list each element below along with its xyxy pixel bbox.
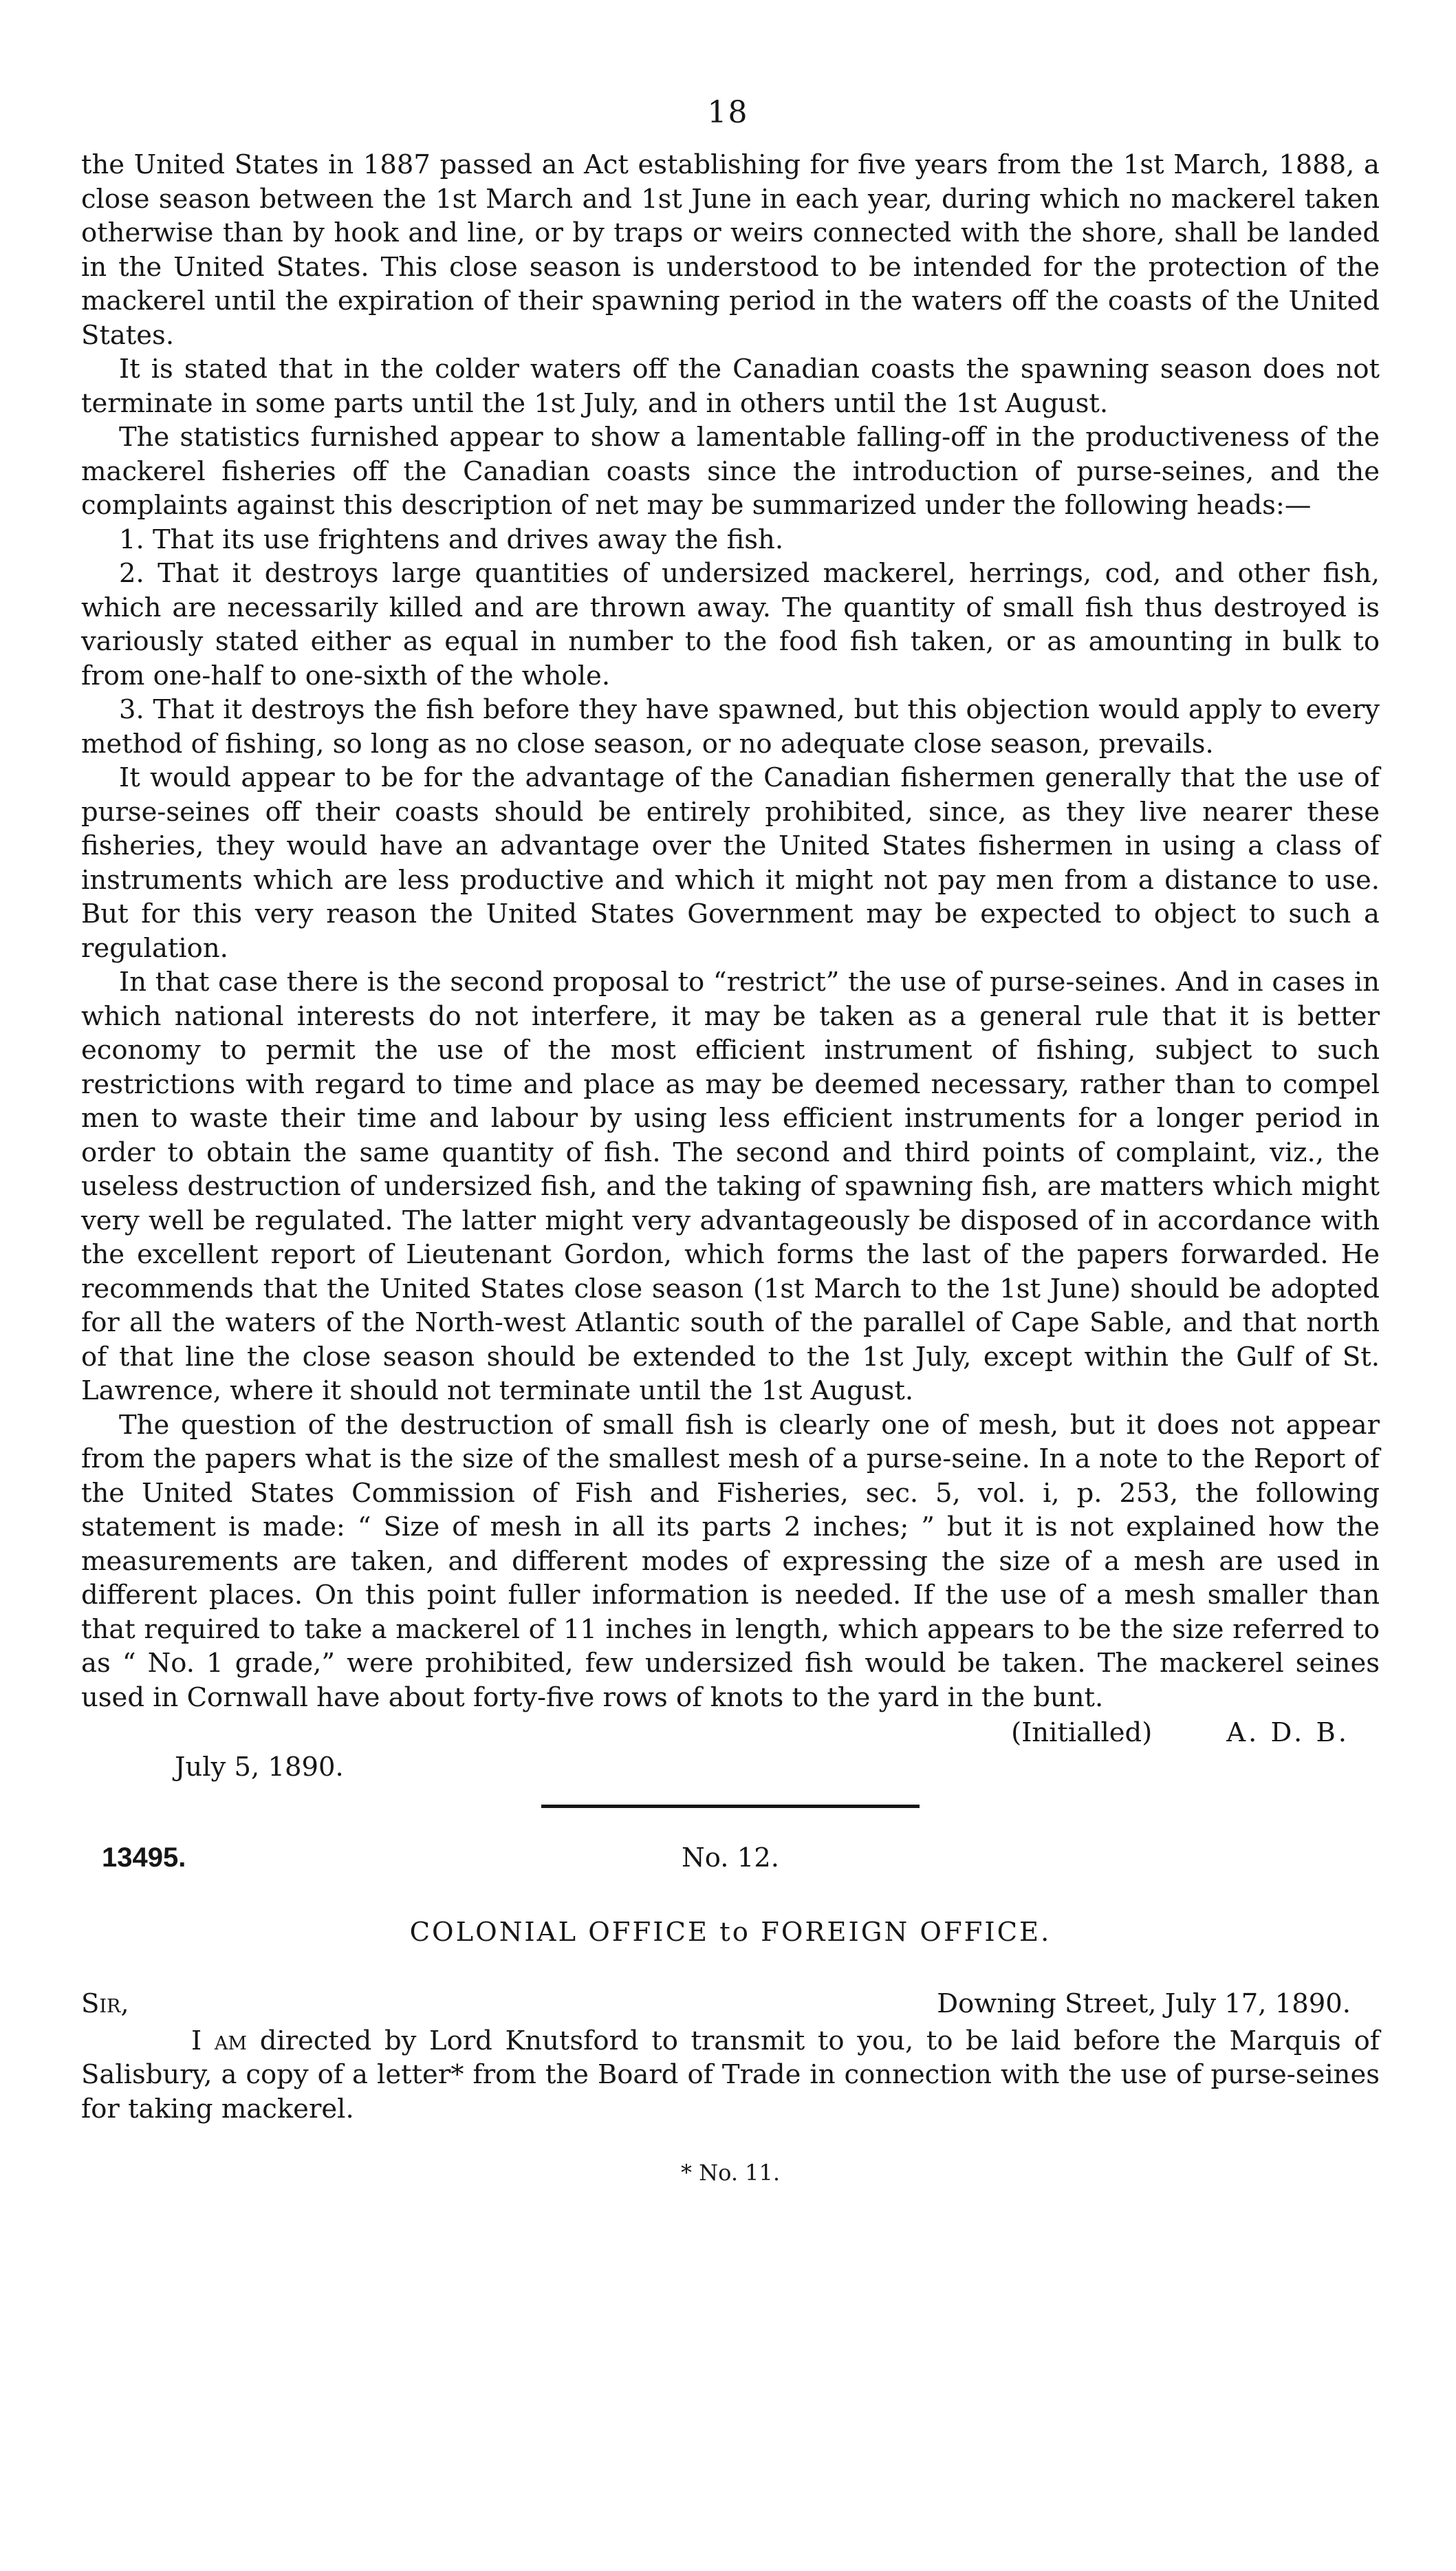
paragraph-close-season-act: the United States in 1887 passed an Act establishing for five years from the 1st March, 1888, a close season between the 1st March and 1st June in each year, during which no mackerel taken otherwise than by hook and line, or by traps or weirs connected with the shore, shall be landed in the United States. This close season is understood to be intended for the protection of the mackerel until the expiration of their spawning period in the waters off the coasts of the United States. [81,149,1380,351]
paragraph-spawning-season: It is stated that in the colder waters off the Canadian coasts the spawning season does not terminate in some parts until the 1st July, and in others until the 1st August. [81,354,1380,419]
letter-opening: I am [191,2025,248,2056]
paragraph-mesh-question: The question of the destruction of small fish is clearly one of mesh, but it does not appear from the papers what is the size of the smallest mesh of a purse-seine. In a note to the Report of the United States Commission of Fish and Fisheries, sec. 5, vol. i, p. 253, the following statement is made: “ Size of mesh in all its parts 2 inches; ” but it is not explained how the measurements are taken, and different modes of expressing the size of a mesh are used in different places. On this point fuller information is needed. If the use of a mesh smaller than that required to take a mackerel of 11 inches in length, which appears to be the size referred to as “ No. 1 grade,” were prohibited, few undersized fish would be taken. The mackerel seines used in Cornwall have about forty-five rows of knots to the yard in the bunt. [81,1409,1380,1713]
letter-text: directed by Lord Knutsford to transmit to you, to be laid before the Marquis of Salisbury, a copy of a letter* from the Board of Trade in connection with the use of purse-seines for taking mackerel. [81,2025,1380,2124]
letter-address-row [81,1987,1380,2024]
salutation: Sir, [81,1988,129,2019]
document-date: July 5, 1890. [175,1751,344,1783]
signature-line [81,1716,1380,1750]
initialled-label: (Initialled) [1011,1717,1153,1748]
paragraph-restrict-proposal: In that case there is the second proposal to “restrict” the use of purse-seines. And in cases in which national interests do not interfere, it may be taken as a general rule that it is better economy to permit the use of the most efficient instrument of fishing, subject to such restrictions with regard to time and place as may be deemed necessary, rather than to compel men to waste their time and labour by using less efficient instruments for a longer period in order to obtain the same quantity of fish. The second and third points of complaint, viz., the useless destruction of undersized fish, and the taking of spawning fish, are matters which might very well be regulated. The latter might very advantageously be disposed of in accordance with the excellent report of Lieutenant Gordon, which forms the last of the papers forwarded. He recommends that the United States close season (1st March to the 1st June) should be adopted for all the waters of the North-west Atlantic south of the parallel of Cape Sable, and that north of that line the close season should be extended to the 1st July, except within the Gulf of St. Lawrence, where it should not terminate until the 1st August. [81,967,1380,1406]
paragraph-statistics: The statistics furnished appear to show a lamentable falling-off in the productiveness of the mackerel fisheries off the Canadian coasts since the introduction of purse-seines, and the complaints against this description of net may be summarized under the following heads:— [81,422,1380,521]
document-body [81,148,1380,2191]
signature-initials: A. D. B. [1226,1717,1349,1748]
page-number: 18 [707,95,749,130]
document-number: 13495. [102,1842,186,1873]
complaint-item-1: 1. That its use frightens and drives away the fish. [119,524,784,555]
paragraph-canadian-advantage: It would appear to be for the advantage of the Canadian fishermen generally that the use of purse-seines off their coasts should be entirely prohibited, since, as they live nearer these fisheries, they would have an advantage over the United States fishermen in using a class of instruments which are less productive and which it might not pay men from a distance to use. But for this very reason the United States Government may be expected to object to such a regulation. [81,762,1380,964]
letter-heading: COLONIAL OFFICE to FOREIGN OFFICE. [409,1917,1052,1948]
letter-body [81,2024,1380,2127]
sender-address: Downing Street, July 17, 1890. [937,1988,1351,2019]
footnote: * No. 11. [680,2160,781,2186]
complaint-item-3: 3. That it destroys the fish before they have spawned, but this objection would apply to every method of fishing, so long as no close season, or no adequate close season, prevails. [81,694,1380,760]
complaint-item-2: 2. That it destroys large quantities of undersized mackerel, herrings, cod, and other fish, which are necessarily killed and are thrown away. The quantity of small fish thus destroyed is variously stated either as equal in number to the food fish taken, or as amounting in bulk to from one-half to one-sixth of the whole. [81,558,1380,691]
document-reference-row [81,1841,1380,1880]
item-number: No. 12. [682,1842,779,1873]
section-divider [541,1805,920,1808]
